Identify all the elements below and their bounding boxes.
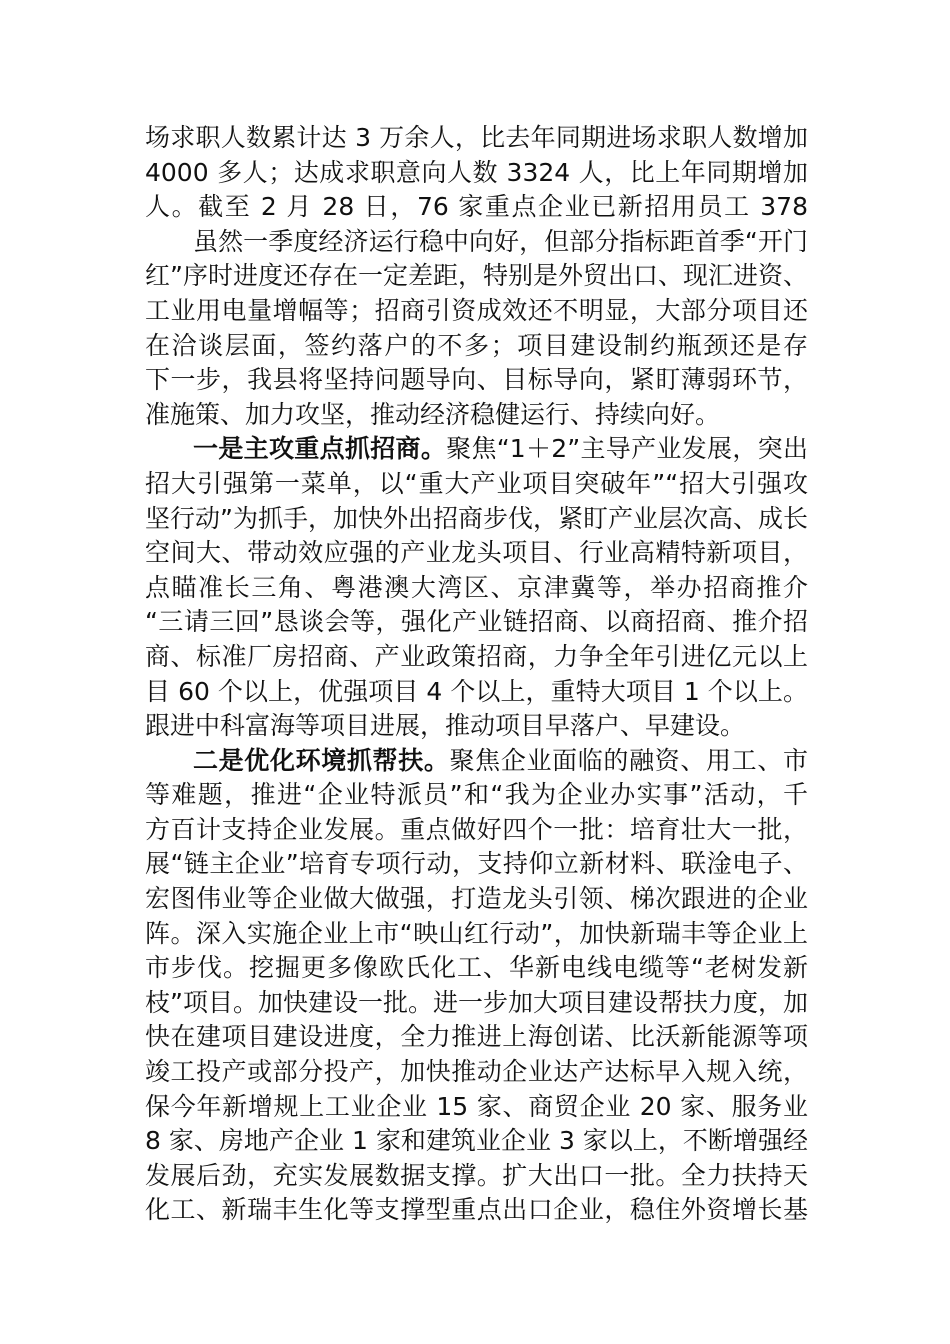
text-line: 化工、新瑞丰生化等支撑型重点出口企业，稳住外资增长基 [145,1195,808,1225]
text-line: 4000 多人；达成求职意向人数 3324 人，比上年同期增加 [145,157,808,187]
text-line: 保今年新增规上工业企业 15 家、商贸企业 20 家、服务业 [145,1091,808,1121]
text-line: 目 60 个以上，优强项目 4 个以上，重特大项目 1 个以上。 [145,676,808,706]
text-line: 竣工投产或部分投产，加快推动企业达产达标早入规入统， [145,1057,808,1087]
text-line: 展“链主企业”培育专项行动，支持仰立新材料、联淦电子、 [145,849,808,879]
text-line [145,744,808,779]
paragraph [145,225,808,433]
text-line: 坚行动”为抓手，加快外出招商步伐，紧盯产业层次高、成长 [145,503,808,533]
text-line: 人。截至 2 月 28 日，76 家重点企业已新招用员工 378 [145,192,808,222]
text-line: 发展后劲，充实发展数据支撑。扩大出口一批。全力扶持天 [145,1160,808,1190]
text-line: 点瞄准长三角、粤港澳大湾区、京津冀等，举办招商推介 [145,572,808,602]
text-line: 虽然一季度经济运行稳中向好，但部分指标距首季“开门 [193,226,808,256]
document-body [145,121,808,1228]
text-line: 商、标准厂房招商、产业政策招商，力争全年引进亿元以上 [145,641,808,671]
text-line: 准施策、加力攻坚，推动经济稳健运行、持续向好。 [145,399,721,429]
text-line: 招大引强第一菜单，以“重大产业项目突破年”“招大引强攻 [145,468,808,498]
paragraph [145,744,808,1228]
text-run: 聚焦“1＋2”主导产业发展，突出 [446,434,808,464]
text-line [145,432,808,467]
text-line: 快在建项目建设进度，全力推进上海创诺、比沃新能源等项 [145,1022,808,1052]
text-line: 8 家、房地产企业 1 家和建筑业企业 3 家以上，不断增强经 [145,1126,808,1156]
section-lead: 二是优化环境抓帮扶。 [193,745,450,775]
text-line: 空间大、带动效应强的产业龙头项目、行业高精特新项目， [145,538,808,568]
text-line: 下一步，我县将坚持问题导向、目标导向，紧盯薄弱环节， [145,365,808,395]
text-line: 跟进中科富海等项目进展，推动项目早落户、早建设。 [145,711,746,741]
text-line: 场求职人数累计达 3 万余人，比去年同期进场求职人数增加 [145,123,808,152]
text-line: 宏图伟业等企业做大做强，打造龙头引领、梯次跟进的企业 [145,884,808,914]
text-line: “三请三回”恳谈会等，强化产业链招商、以商招商、推介招 [145,607,808,637]
paragraph [145,121,808,225]
text-line: 在洽谈层面，签约落户的不多；项目建设制约瓶颈还是存 [145,330,808,360]
text-line: 市步伐。挖掘更多像欧氏化工、华新电线电缆等“老树发新 [145,953,808,983]
text-line: 枝”项目。加快建设一批。进一步加大项目建设帮扶力度，加 [145,987,808,1017]
text-line: 等难题，推进“企业特派员”和“我为企业办实事”活动，千 [145,780,808,810]
paragraph [145,432,808,743]
text-line: 方百计支持企业发展。重点做好四个一批：培育壮大一批， [145,814,808,844]
text-run: 聚焦企业面临的融资、用工、市 [449,745,808,775]
section-lead: 一是主攻重点抓招商。 [193,434,447,464]
text-line: 红”序时进度还存在一定差距，特别是外贸出口、现汇进资、 [145,261,808,291]
text-line: 阵。深入实施企业上市“映山红行动”，加快新瑞丰等企业上 [145,918,808,948]
text-line: 工业用电量增幅等；招商引资成效还不明显，大部分项目还 [145,295,808,325]
